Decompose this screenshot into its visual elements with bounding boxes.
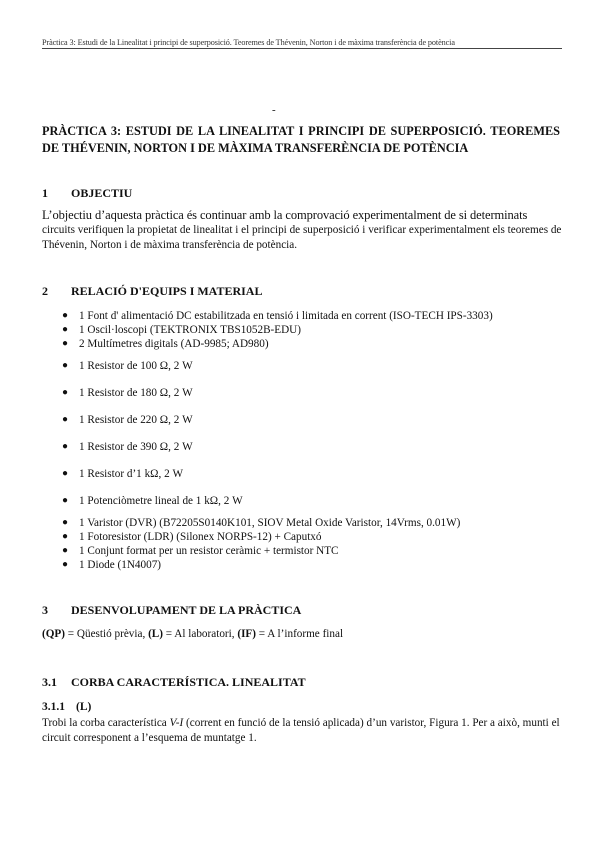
bullet-icon: ●	[62, 360, 69, 371]
section-title: DESENVOLUPAMENT DE LA PRÀCTICA	[71, 603, 302, 617]
section-title: CORBA CARACTERÍSTICA. LINEALITAT	[71, 675, 306, 689]
bullet-icon: ●	[62, 310, 69, 321]
list-item	[42, 323, 562, 337]
list-item	[42, 413, 562, 427]
legend-if-code: (IF)	[237, 628, 256, 640]
list-item-text: 1 Diode (1N4007)	[79, 559, 162, 571]
list-item	[42, 544, 562, 558]
list-item	[42, 516, 562, 530]
list-item-text: 1 Oscil·loscopi (TEKTRONIX TBS1052B-EDU)	[79, 324, 301, 336]
list-item	[42, 337, 562, 351]
list-item	[42, 309, 562, 323]
list-item	[42, 530, 562, 544]
list-item-text: 1 Varistor (DVR) (B72205S0140K101, SIOV Metal Oxide Varistor, 14Vrms, 0.01W)	[79, 517, 461, 529]
legend-qp-text: = Qüestió prèvia,	[65, 628, 149, 640]
corba-text-b: (corrent en funció de la tensió aplicada) d’un varistor, Figura 1. Per a això, munti el circuit corresponent a l’esquema de muntatge 1.	[42, 717, 560, 744]
running-header: Pràctica 3: Estudi de la Linealitat i principi de superposició. Teoremes de Thévenin, Norton i de màxima transferència de potència	[42, 38, 562, 49]
section-heading-objectiu	[42, 186, 132, 201]
section-number: 1	[42, 186, 48, 200]
list-item	[42, 494, 562, 508]
legend-l-code: (L)	[148, 628, 163, 640]
section-number: 2	[42, 284, 48, 298]
bullet-icon: ●	[62, 387, 69, 398]
list-item-text: 1 Conjunt format per un resistor ceràmic + termistor NTC	[79, 545, 339, 557]
list-item-text: 1 Resistor de 220 Ω, 2 W	[79, 414, 193, 426]
document-title: PRÀCTICA 3: ESTUDI DE LA LINEALITAT I PRINCIPI DE SUPERPOSICIÓ. TEOREMES DE THÉVENIN, NORTON I DE MÀXIMA TRANSFERÈNCIA DE POTÈNCIA	[42, 124, 560, 155]
objectiu-text-rest: circuits verifiquen la propietat de linealitat i el principi de superposició i verificar experimentalment els teoremes de Thévenin, Norton i de màxima transferència de potència.	[42, 224, 562, 251]
objectiu-text-first: L’objectiu d’aquesta pràctica és continuar amb la comprovació experimentalment de si determinats	[42, 208, 528, 222]
list-item-text: 1 Font d' alimentació DC estabilitzada en tensió i limitada en corrent (ISO-TECH IPS-3303)	[79, 310, 493, 322]
section-title: OBJECTIU	[71, 186, 133, 200]
list-item-text: 1 Resistor de 390 Ω, 2 W	[79, 441, 193, 453]
section-number: 3.1	[42, 675, 57, 689]
section-title: RELACIÓ D'EQUIPS I MATERIAL	[71, 284, 263, 298]
list-item	[42, 440, 562, 454]
list-item	[42, 558, 562, 572]
list-item-text: 1 Resistor de 180 Ω, 2 W	[79, 387, 193, 399]
bullet-icon: ●	[62, 414, 69, 425]
corba-text-a: Trobi la corba característica	[42, 717, 170, 729]
section-number: 3	[42, 603, 48, 617]
corba-text-vi: V-I	[169, 717, 184, 729]
list-item	[42, 467, 562, 481]
bullet-icon: ●	[62, 559, 69, 570]
section-heading-corba	[42, 675, 306, 690]
bullet-icon: ●	[62, 517, 69, 528]
list-item-text: 1 Potenciòmetre lineal de 1 kΩ, 2 W	[79, 495, 243, 507]
list-item-text: 1 Resistor d’1 kΩ, 2 W	[79, 468, 184, 480]
legend-qp-code: (QP)	[42, 628, 65, 640]
bullet-icon: ●	[62, 545, 69, 556]
bullet-icon: ●	[62, 495, 69, 506]
bullet-icon: ●	[62, 324, 69, 335]
bullet-icon: ●	[62, 531, 69, 542]
corba-paragraph	[42, 716, 562, 745]
list-item-text: 1 Fotoresistor (LDR) (Silonex NORPS-12) + Caputxó	[79, 531, 322, 543]
equipment-list	[42, 309, 562, 572]
section-title: (L)	[76, 701, 92, 713]
list-item	[42, 359, 562, 373]
section-heading-desenvolupament	[42, 603, 301, 618]
objectiu-paragraph	[42, 208, 562, 252]
bullet-icon: ●	[62, 468, 69, 479]
legend-l-text: = Al laboratori,	[162, 628, 238, 640]
section-number: 3.1.1	[42, 701, 65, 713]
bullet-icon: ●	[62, 441, 69, 452]
legend-if-text: = A l’informe final	[255, 628, 344, 640]
section-heading-equips	[42, 284, 262, 299]
bullet-icon: ●	[62, 338, 69, 349]
legend-paragraph	[42, 627, 562, 642]
list-item-text: 1 Resistor de 100 Ω, 2 W	[79, 360, 193, 372]
stray-mark: -	[272, 104, 276, 116]
list-item-text: 2 Multímetres digitals (AD-9985; AD980)	[79, 338, 269, 350]
list-item	[42, 386, 562, 400]
section-heading-corba-l	[42, 701, 91, 713]
